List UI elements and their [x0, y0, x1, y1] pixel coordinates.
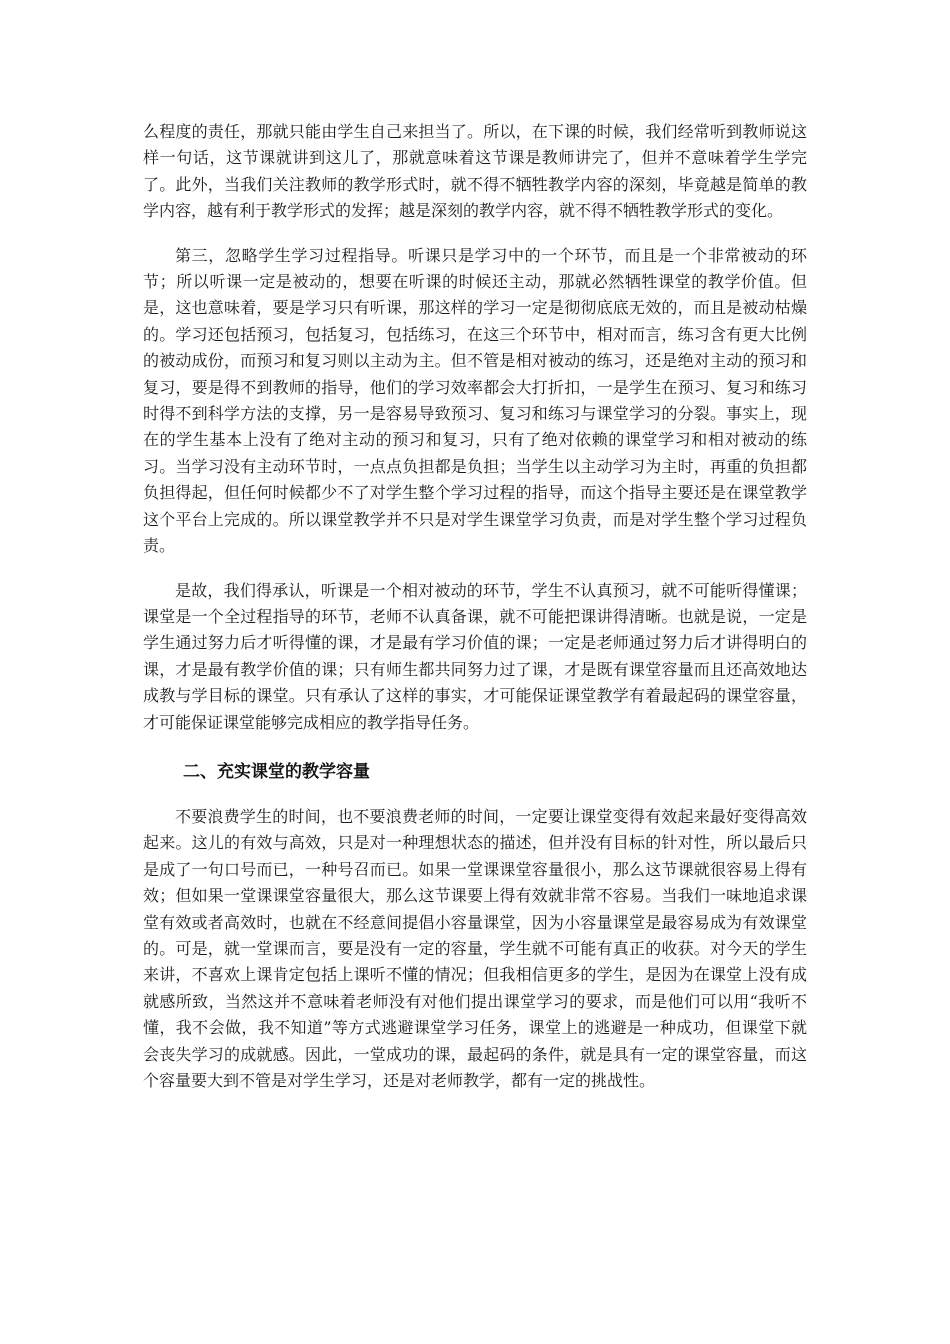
section-heading: 二、充实课堂的教学容量: [183, 761, 370, 782]
paragraph-section-intro: 不要浪费学生的时间，也不要浪费老师的时间，一定要让课堂变得有效起来最好变得高效起来。这儿的有效与高效，只是对一种理想状态的描述，但并没有目标的针对性，所以最后只是成了一句口号而已，一种号召而已。如果一堂课课堂容量很小，那么这节课就很容易上得有效；但如果一堂课课堂容量很大，那么这节课要上得有效就非常不容易。当我们一味地追求课堂有效或者高效时，也就在不经意间提倡小容量课堂，因为小容量课堂是最容易成为有效课堂的。可是，就一堂课而言，要是没有一定的容量，学生就不可能有真正的收获。对今天的学生来讲，不喜欢上课肯定包括上课听不懂的情况；但我相信更多的学生，是因为在课堂上没有成就感所致，当然这并不意味着老师没有对他们提出课堂学习的要求，而是他们可以用“我听不懂，我不会做，我不知道”等方式逃避课堂学习任务，课堂上的逃避是一种成功，但课堂下就会丧失学习的成就感。因此，一堂成功的课，最起码的条件，就是具有一定的课堂容量，而这个容量要大到不管是对学生学习，还是对老师教学，都有一定的挑战性。: [143, 806, 807, 1090]
paragraph-conclusion: 是故，我们得承认，听课是一个相对被动的环节，学生不认真预习，就不可能听得懂课；课堂是一个全过程指导的环节，老师不认真备课，就不可能把课讲得清晰。也就是说，一定是学生通过努力后才听得懂的课，才是最有学习价值的课；一定是老师通过努力后才讲得明白的课，才是最有教学价值的课；只有师生都共同努力过了课，才是既有课堂容量而且还高效地达成教与学目标的课堂。只有承认了这样的事实，才可能保证课堂教学有着最起码的课堂容量，才可能保证课堂能够完成相应的教学指导任务。: [143, 580, 807, 732]
document-body: [143, 119, 807, 1094]
paragraph-third-point: 第三，忽略学生学习过程指导。听课只是学习中的一个环节，而且是一个非常被动的环节；所以听课一定是被动的，想要在听课的时候还主动，那就必然牺牲课堂的教学价值。但是，这也意味着，要是学习只有听课，那这样的学习一定是彻彻底底无效的，而且是被动枯燥的。学习还包括预习，包括复习，包括练习，在这三个环节中，相对而言，练习含有更大比例的被动成份，而预习和复习则以主动为主。但不管是相对被动的练习，还是绝对主动的预习和复习，要是得不到教师的指导，他们的学习效率都会大打折扣，一是学生在预习、复习和练习时得不到科学方法的支撑，另一是容易导致预习、复习和练习与课堂学习的分裂。事实上，现在的学生基本上没有了绝对主动的预习和复习，只有了绝对依赖的课堂学习和相对被动的练习。当学习没有主动环节时，一点点负担都是负担；当学生以主动学习为主时，再重的负担都负担得起，但任何时候都少不了对学生整个学习过程的指导，而这个指导主要还是在课堂教学这个平台上完成的。所以课堂教学并不只是对学生课堂学习负责，而是对学生整个学习过程负责。: [143, 245, 807, 556]
paragraph-continuation: 么程度的责任，那就只能由学生自己来担当了。所以，在下课的时候，我们经常听到教师说这样一句话，这节课就讲到这儿了，那就意味着这节课是教师讲完了，但并不意味着学生学完了。此外，当我们关注教师的教学形式时，就不得不牺牲教学内容的深刻，毕竟越是简单的教学内容，越有利于教学形式的发挥；越是深刻的教学内容，就不得不牺牲教学形式的变化。: [143, 122, 807, 221]
